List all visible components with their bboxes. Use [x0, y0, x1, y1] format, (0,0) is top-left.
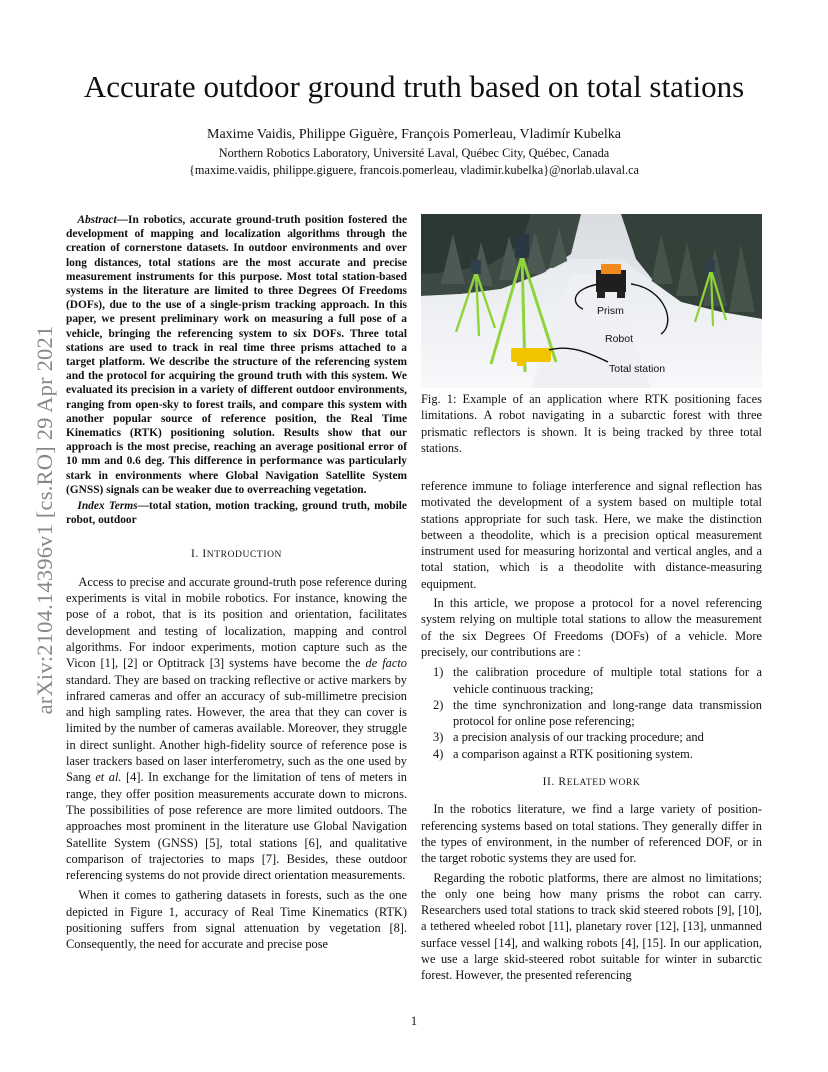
list-item: 1) the calibration procedure of multiple total stations for a vehicle continuous tracking; [433, 665, 762, 696]
intro-paragraph-2: When it comes to gathering datasets in forests, such as the one depicted in Figure 1, accuracy of Real Time Kinematics (RTK) positioning suffers from signal attenuation by vegetation [8]. Consequently, the need for accurate and precise pose [66, 888, 407, 952]
related-paragraph-1: In the robotics literature, we find a large variety of position-referencing systems based on total stations. They generally differ in the types of environment, in the number of referenced DOF, or in the target robotic systems they are used for. [421, 802, 762, 866]
list-item: 2) the time synchronization and long-range data transmission protocol for online pose referencing; [433, 697, 762, 729]
figure-1-photo [421, 214, 762, 388]
related-paragraph-2: Regarding the robotic platforms, there are almost no limitations; the only one being how many prisms the robot can carry. Researchers used total stations to track skid steered robots [9], [10], a tethered wheeled robot [11], planetary rover [12], [13], unmanned surface vessel [14], and walking robots [4], [15]. In our application, we use a large skid-steered robot suitable for winter in subarctic forest. However, the presented referencing [421, 870, 762, 983]
arxiv-stamp-text: arXiv:2104.14396v1 [cs.RO] 29 Apr 2021 [32, 325, 57, 715]
total-station-icon [706, 260, 715, 272]
index-terms [66, 499, 407, 527]
intro-paragraph-1: Access to precise and accurate ground-truth pose reference during experiments is vital in mobile robotics. For instance, knowing the pose of a robot, that is its position and orientation, facilitates development and testing of localization, mapping and control algorithms. For indoor experiments, motion capture such as the Vicon [1], [2] or Optitrack [3] systems have become the de facto standard. They are based on tracking reflective or active markers by infrared cameras and offer an accuracy of sub-millimetre precision and high sampling rates. However, the area that they can cover is limited by the number of cameras available. Moreover, they struggle in direct sunlight. Another high-fidelity source of reference pose is laser trackers based on laser interferometry, such as the one used by Sang et al. [4]. In exchange for the limitation of tens of meters in range, they offer position measurements accurate down to microns. The possibilities of pose reference are more limited outdoors. The approaches most prominent in the literature use Global Navigation Satellite System (GNSS) [5], total stations [6], and qualitative comparison of trajectories to maps [7]. Besides, these outdoor referencing systems do not provide direct orientation measurements. [66, 574, 407, 883]
author-list: Maxime Vaidis, Philippe Giguère, François Pomerleau, Vladimír Kubelka [207, 127, 621, 142]
author-emails: {maxime.vaidis, philippe.giguere, francois.pomerleau, vladimir.kubelka}@norlab.ulaval.ca [189, 163, 639, 177]
arxiv-stamp [32, 280, 57, 760]
total-station-icon [515, 234, 529, 258]
total-station-icon [471, 260, 481, 274]
section-heading-introduction: I. INTRODUCTION [190, 548, 283, 561]
abstract-text: —In robotics, accurate ground-truth position fostered the development of mapping and localization algorithms through the creation of cornerstone datasets. In outdoor environments and over long distances, total stations are the most accurate and precise measurement instruments for this purpose. Most total station-based systems in the literature are limited to three Degrees Of Freedoms (DOFs), due to the use of a single-prism tracking approach. In this paper, we present preliminary work on measuring a full pose of a vehicle, bringing the referencing system to six DOFs. Three total stations are used to track in real time three prisms attached to a target platform. We describe the structure of the referencing system and the protocol for acquiring the ground truth with this system. We evaluated its precision in a variety of different outdoor environments, ranging from open-sky to forest trails, and compare this system with another popular source of reference position, the Real Time Kinematics (RTK) positioning solution. Results show that our approach is the most precise, reaching an average positional error of 10 mm and 0.6 deg. This difference in performance was particularly stark in environments where Global Navigation Satellite System (GNSS) signals can be weaker due to overreaching vegetation. [66, 214, 407, 496]
affiliation: Northern Robotics Laboratory, Université Laval, Québec City, Québec, Canada [218, 146, 610, 160]
figure-label-prism: Prism [597, 305, 624, 317]
abstract-label: Abstract [77, 214, 117, 226]
section-heading-related-work: II. RELATED WORK [542, 776, 641, 789]
left-column [66, 213, 407, 953]
index-terms-text: —total station, motion tracking, ground truth, mobile robot, outdoor [66, 500, 407, 527]
page-number: 1 [410, 1014, 418, 1028]
forest-scene-image [421, 214, 762, 388]
right-paragraph-2: In this article, we propose a protocol for a novel referencing system relying on multiple total stations to allow the measurement of the six Degrees Of Freedoms (DOFs) of a vehicle. More precisely, our contributions are : [421, 596, 762, 659]
paper-title: Accurate outdoor ground truth based on total stations [83, 69, 745, 104]
index-terms-label: Index Terms [77, 500, 138, 513]
figure-label-total-station: Total station [609, 363, 666, 375]
contributions-list [421, 664, 762, 762]
right-column [421, 478, 762, 984]
list-item: 4) a comparison against a RTK positioning system. [433, 746, 693, 761]
figure-label-robot: Robot [605, 333, 634, 345]
right-paragraph-1: reference immune to foliage interference and signal reflection has motivated the development of a system based on multiple total stations appropriate for such task. Here, we make the distinction between a theodolite, which is a precision optical measurement instrument used for measuring horizontal and vertical angles, and a total station, which is a theodolite with distance-measuring equipment. [421, 479, 762, 591]
abstract [66, 213, 407, 497]
figure-1-caption: Fig. 1: Example of an application where RTK positioning faces limitations. A robot navigating in a subarctic forest with three prismatic reflectors is shown. It is being tracked by three total stations. [421, 392, 762, 455]
list-item: 3) a precision analysis of our tracking procedure; and [433, 730, 704, 745]
